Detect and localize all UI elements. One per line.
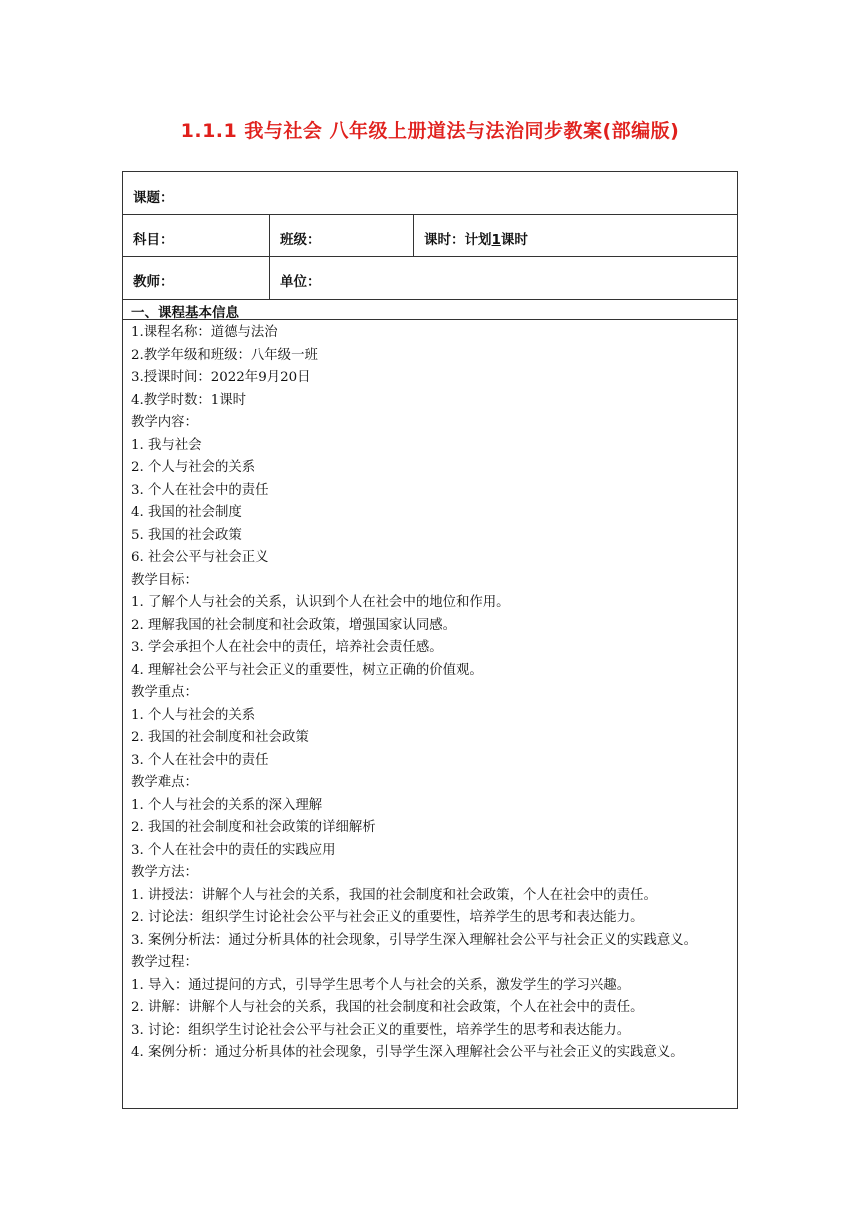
teacher-label: 教师： [133,274,174,290]
content-line: 3. 案例分析法：通过分析具体的社会现象，引导学生深入理解社会公平与社会正义的实践意义。 [131,932,698,948]
content-line: 2.教学年级和班级：八年级一班 [131,347,318,363]
subject-label: 科目： [133,232,174,248]
period-cell [413,215,737,256]
content-line: 4. 我国的社会制度 [131,505,242,520]
section-heading-row [123,300,737,320]
period-label [424,228,528,248]
content-line: 6. 社会公平与社会正义 [131,550,269,565]
period-prefix: 课时：计划 [424,232,492,248]
content-line: 1. 个人与社会的关系 [131,707,256,723]
unit-label: 单位： [280,274,321,290]
teacher-row [123,257,737,300]
content-line: 1. 了解个人与社会的关系，认识到个人在社会中的地位和作用。 [131,595,510,610]
content-line: 3. 个人在社会中的责任 [131,482,269,498]
section-heading: 一、课程基本信息 [131,305,239,321]
document-title: 1.1.1 我与社会 八年级上册道法与法治同步教案(部编版) [180,120,680,142]
content-line: 4. 理解社会公平与社会正义的重要性，树立正确的价值观。 [131,662,483,678]
content-line: 4. 案例分析：通过分析具体的社会现象，引导学生深入理解社会公平与社会正义的实践意义。 [131,1045,684,1060]
content-line: 5. 我国的社会政策 [131,527,242,543]
content-line: 教学重点： [131,685,198,700]
content-line: 1. 我与社会 [131,437,202,453]
unit-cell [269,257,737,299]
class-cell [269,215,413,256]
subject-row [123,215,737,257]
content-line: 2. 个人与社会的关系 [131,460,256,475]
content-line: 教学目标： [131,572,198,588]
section-body [131,322,729,1065]
content-line: 3. 个人在社会中的责任 [131,752,269,768]
content-line: 2. 我国的社会制度和社会政策 [131,730,309,745]
content-line: 教学过程： [131,955,198,970]
content-line: 2. 我国的社会制度和社会政策的详细解析 [131,820,376,835]
content-line: 1. 导入：通过提问的方式，引导学生思考个人与社会的关系，激发学生的学习兴趣。 [131,977,631,993]
content-line: 3. 个人在社会中的责任的实践应用 [131,842,336,858]
content-line: 2. 理解我国的社会制度和社会政策，增强国家认同感。 [131,617,457,633]
topic-label: 课题： [133,190,174,206]
class-label: 班级： [280,232,321,248]
content-line: 2. 讨论法：组织学生讨论社会公平与社会正义的重要性，培养学生的思考和表达能力。 [131,910,644,925]
content-line: 1. 个人与社会的关系的深入理解 [131,797,323,813]
content-line: 2. 讲解：讲解个人与社会的关系，我国的社会制度和社会政策，个人在社会中的责任。 [131,1000,644,1015]
period-suffix: 课时 [500,232,528,248]
period-number: 1 [491,232,501,248]
topic-row [123,172,737,215]
content-line: 教学内容： [131,415,198,430]
content-line: 3. 学会承担个人在社会中的责任，培养社会责任感。 [131,640,443,655]
content-line: 3.授课时间：2022年9月20日 [131,370,311,385]
content-line: 4.教学时数：1课时 [131,392,247,408]
content-line: 1. 讲授法：讲解个人与社会的关系，我国的社会制度和社会政策，个人在社会中的责任。 [131,887,657,903]
content-line: 教学难点： [131,775,198,790]
subject-cell [123,215,269,256]
lesson-plan-table [122,171,738,1109]
content-line: 教学方法： [131,865,198,880]
teacher-cell [123,257,269,299]
content-line: 1.课程名称：道德与法治 [131,325,278,340]
content-line: 3. 讨论：组织学生讨论社会公平与社会正义的重要性，培养学生的思考和表达能力。 [131,1022,631,1038]
